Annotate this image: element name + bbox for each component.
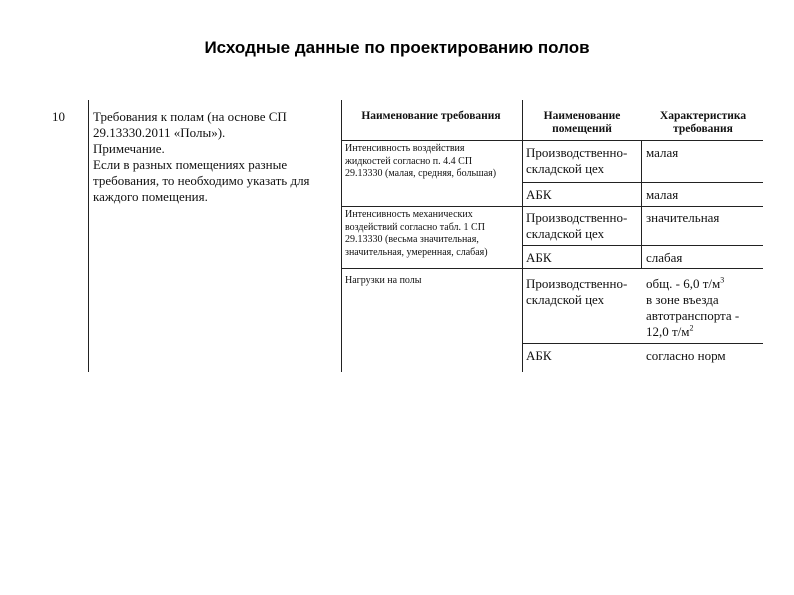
table-border (341, 140, 763, 141)
header-line: требования (673, 123, 733, 135)
text-line: складской цех (526, 161, 605, 176)
text-line (646, 324, 739, 340)
text-line: автотранспорта - (646, 308, 740, 323)
table-border (341, 206, 763, 207)
header-line: помещений (552, 123, 612, 135)
value-cell: малая (646, 187, 679, 202)
text-line: каждого помещения. (93, 189, 208, 204)
page-title: Исходные данные по проектированию полов (204, 38, 590, 57)
header-line: Наименование (543, 110, 621, 122)
text-line: 29.13330.2011 «Полы»). (93, 125, 226, 140)
text-line: 29.13330 (весьма значительная, (345, 234, 479, 245)
text-line: Производственно- (526, 276, 628, 291)
table-border (522, 182, 763, 183)
table-border (641, 140, 642, 268)
text-line: Производственно- (526, 145, 628, 160)
text-line: жидкостей согласно п. 4.4 СП (345, 155, 473, 167)
value-text: 12,0 т/м (646, 324, 690, 339)
requirement-name-cell (345, 275, 520, 288)
text-line: 29.13330 (малая, средняя, большая) (345, 168, 497, 179)
requirement-description (93, 109, 333, 205)
text-line: Интенсивность механических (345, 209, 473, 220)
text-line: складской цех (526, 226, 605, 241)
header-requirement-name: Наименование требования (361, 110, 501, 122)
value-cell (646, 276, 739, 340)
header-characteristic (643, 110, 763, 136)
text-line: значительная, умеренная, слабая) (345, 246, 488, 258)
table-border (341, 268, 763, 269)
requirement-name-cell (345, 143, 520, 181)
room-cell: АБК (526, 250, 552, 265)
table-border (522, 343, 763, 344)
text-line: Примечание. (93, 141, 165, 156)
text-line: Нагрузки на полы (345, 275, 422, 286)
text-line: Требования к полам (на основе СП (93, 109, 287, 124)
value-text: общ. - 6,0 т/м (646, 276, 721, 291)
room-cell (526, 276, 627, 308)
text-line (646, 276, 739, 292)
header-rooms (524, 110, 640, 136)
value-cell: значительная (646, 210, 720, 225)
text-line: требования, то необходимо указать для (93, 173, 310, 188)
text-line: складской цех (526, 292, 605, 307)
value-cell: малая (646, 145, 679, 160)
value-cell: согласно норм (646, 348, 726, 363)
value-cell: слабая (646, 250, 683, 265)
room-cell (526, 145, 627, 177)
table-border (522, 245, 763, 246)
text-line: Производственно- (526, 210, 628, 225)
requirement-name-cell (345, 209, 520, 259)
table-border (88, 100, 89, 372)
unit-superscript: 2 (689, 323, 694, 333)
text-line: воздействий согласно табл. 1 СП (345, 221, 485, 233)
header-line: Характеристика (659, 110, 747, 122)
room-cell (526, 210, 627, 242)
text-line: в зоне въезда (646, 292, 719, 307)
room-cell: АБК (526, 187, 552, 202)
text-line: Если в разных помещениях разные (93, 157, 288, 172)
room-cell: АБК (526, 348, 552, 363)
unit-superscript: 3 (720, 275, 725, 285)
row-number: 10 (52, 109, 65, 124)
text-line: Интенсивность воздействия (345, 143, 465, 154)
